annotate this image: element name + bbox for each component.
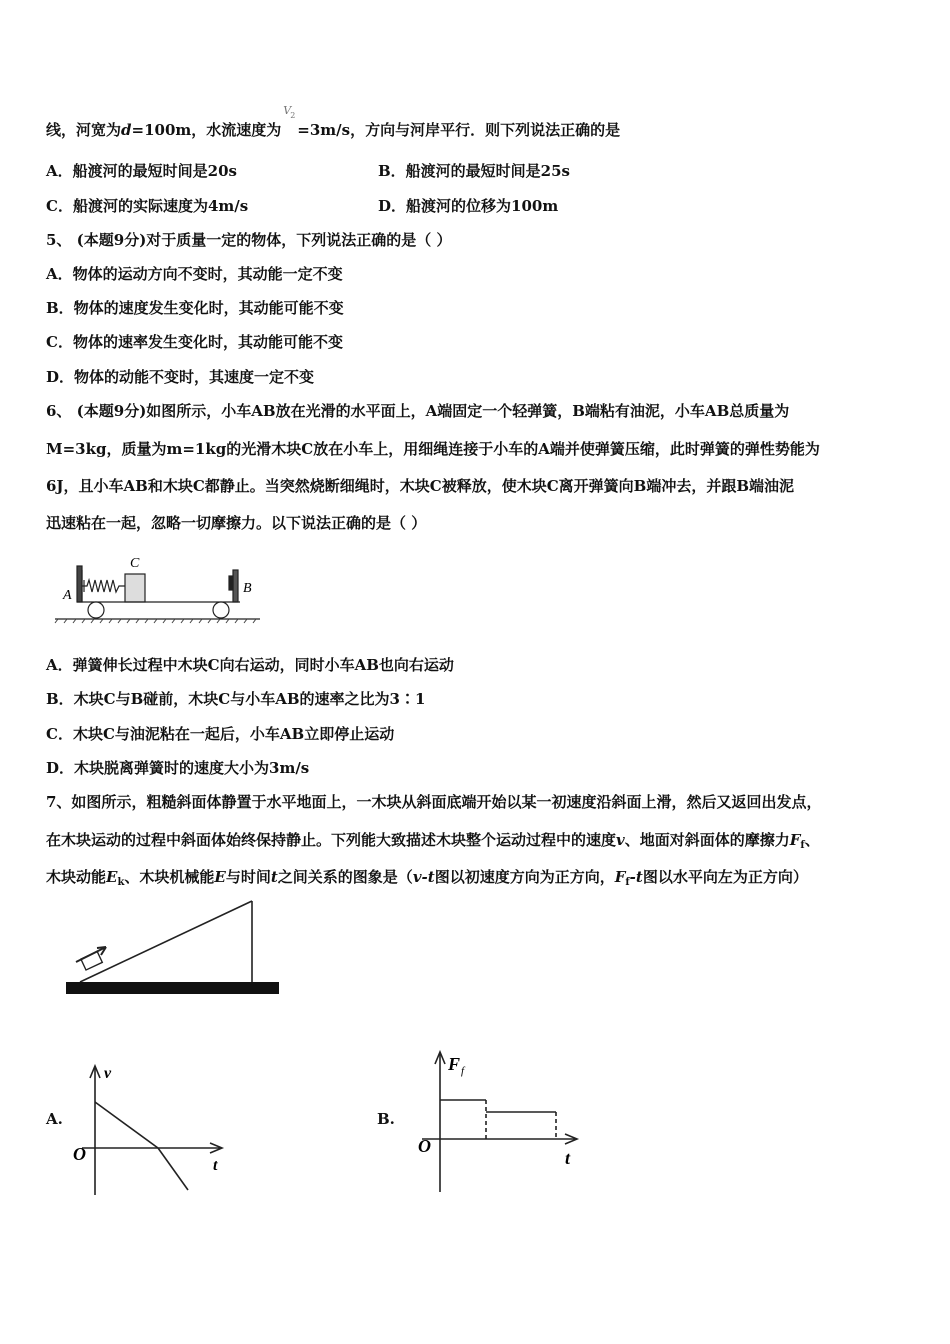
q6-stem-line-4: 迅速粘在一起，忽略一切摩擦力。以下说法正确的是（ ）: [46, 514, 427, 532]
x-label: t: [565, 1148, 571, 1168]
q4-option-b: B．船渡河的最短时间是25s: [378, 162, 570, 180]
q4-option-c: C．船渡河的实际速度为4m/s: [46, 197, 249, 215]
q7-stem-line-1: 7、如图所示，粗糙斜面体静置于水平地面上，一木块从斜面底端开始以某一初速度沿斜面上滑，然后又返回出发点，: [46, 793, 822, 811]
cart-spring-figure: [55, 552, 275, 632]
label-c: C: [130, 556, 140, 571]
wall-a: [77, 566, 82, 602]
q5-option-d: D．物体的动能不变时，其速度一定不变: [46, 368, 315, 386]
q7-stem-line-3: 木块动能$E_k$、木块机械能E与时间t之间关系的图象是（v-t图以初速度方向为正方向，$F_f-t$图以水平向左为正方向）: [46, 868, 808, 888]
putty: [229, 576, 233, 590]
v2-symbol: V 2: [283, 104, 296, 120]
q4-stem: 线，河宽为d=100m，水流速度为 V 2 =3m/s，方向与河岸平行．则下列说法正确的是: [46, 104, 621, 139]
q7-option-a-label: A.: [46, 1110, 63, 1128]
ft-graph: [410, 1042, 600, 1202]
velocity-up-segment: [95, 1102, 158, 1148]
q5-option-c: C．物体的速率发生变化时，其动能可能不变: [46, 333, 343, 351]
origin-label: O: [418, 1136, 431, 1156]
q5-stem: 5、 (本题9分)对于质量一定的物体，下列说法正确的是（ ）: [46, 231, 452, 249]
q6-stem-line-1: 6、 (本题9分)如图所示，小车AB放在光滑的水平面上，A端固定一个轻弹簧，B端粘有油泥，小车AB总质量为: [46, 402, 790, 420]
q4-option-a: A．船渡河的最短时间是20s: [46, 162, 237, 180]
q7-stem-line-2: 在木块运动的过程中斜面体始终保持静止。下列能大致描述木块整个运动过程中的速度v、地面对斜面体的摩擦力$F_f$、: [46, 831, 820, 851]
q6-option-d: D．木块脱离弹簧时的速度大小为3m/s: [46, 759, 310, 777]
block-c: [125, 574, 145, 602]
q5-option-a: A．物体的运动方向不变时，其动能一定不变: [46, 265, 343, 283]
q6-stem-line-2: M=3kg，质量为m=1kg的光滑木块C放在小车上，用细绳连接于小车的A端并使弹簧压缩，此时弹簧的弹性势能为: [46, 440, 820, 458]
q6-option-b: B．木块C与B碰前，木块C与小车AB的速率之比为3∶1: [46, 690, 426, 708]
vt-graph: [70, 1050, 240, 1200]
velocity-down-segment: [158, 1148, 188, 1190]
q5-option-b: B．物体的速度发生变化时，其动能可能不变: [46, 299, 344, 317]
spring: [82, 580, 125, 592]
q6-option-c: C．木块C与油泥粘在一起后，小车AB立即停止运动: [46, 725, 395, 743]
incline-figure: [62, 898, 292, 1008]
wall-b: [233, 570, 238, 602]
y-label: v: [104, 1065, 112, 1082]
wheel-right: [213, 602, 229, 618]
label-b: B: [243, 581, 252, 596]
q4-option-d: D．船渡河的位移为100m: [378, 197, 559, 215]
y-label: F: [448, 1054, 461, 1074]
q6-stem-line-3: 6J，且小车AB和木块C都静止。当突然烧断细绳时，木块C被释放，使木块C离开弹簧向B端冲去，并跟B端油泥: [46, 477, 795, 495]
x-label: t: [213, 1157, 218, 1174]
wheel-left: [88, 602, 104, 618]
q6-option-a: A．弹簧伸长过程中木块C向右运动，同时小车AB也向右运动: [46, 656, 454, 674]
origin-label: O: [73, 1144, 86, 1164]
incline-slope: [80, 901, 252, 982]
q7-option-b-label: B.: [377, 1110, 395, 1128]
y-label-sub: f: [461, 1065, 465, 1077]
ground-bar: [66, 982, 279, 994]
label-a: A: [63, 588, 72, 603]
